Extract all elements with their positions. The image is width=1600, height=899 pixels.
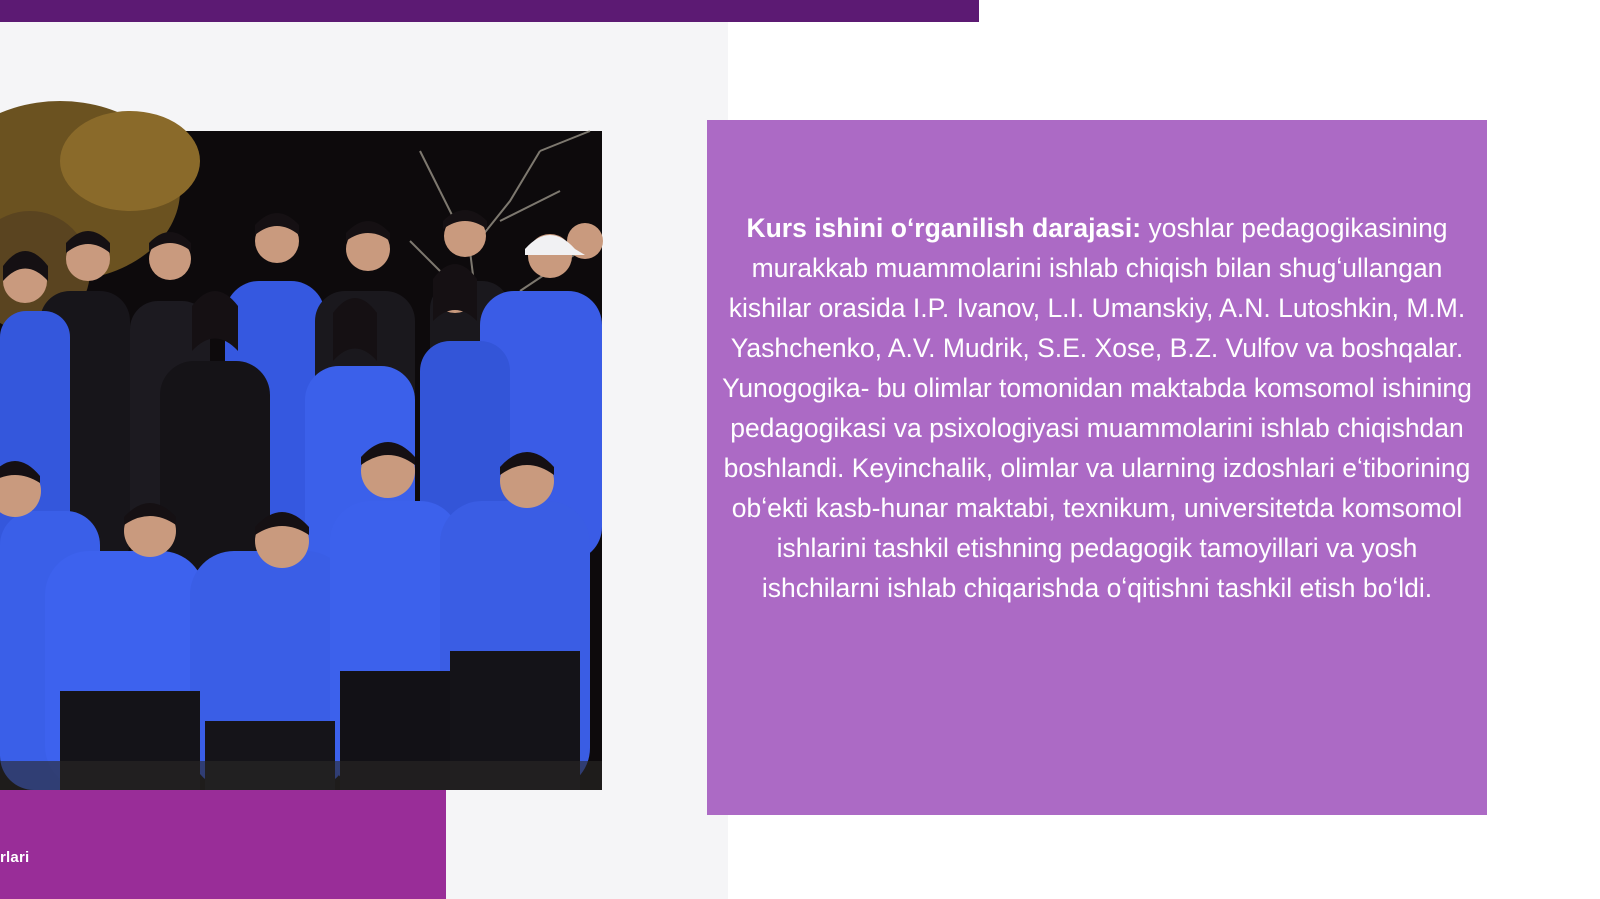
photo-caption: rlari [0,849,30,866]
text-box [707,120,1487,815]
group-photo [0,131,602,866]
bottom-accent-block [0,790,446,899]
lead-heading: Kurs ishini oʻrganilish darajasi: [746,213,1142,243]
group-photo-illustration [0,131,602,790]
top-accent-bar [0,0,979,22]
body-paragraph [721,208,1473,608]
body-text: yoshlar pedagogikasining murakkab muammolarini ishlab chiqish bilan shugʻullangan kishilar orasida I.P. Ivanov, L.I. Umanskiy, A.N. Lutoshkin, M.M. Yashchenko, A.V. Mudrik, S.E. Xose, B.Z. Vulfov va boshqalar. Yunogogika- bu olimlar tomonidan maktabda komsomol ishining pedagogikasi va psixologiyasi muammolarini ishlab chiqishdan boshlandi. Keyinchalik, olimlar va ularning izdoshlari eʻtiborining obʻekti kasb-hunar maktabi, texnikum, universitetda komsomol ishlarini tashkil etishning pedagogik tamoyillari va yosh ishchilarni ishlab chiqarishda oʻqitishni tashkil etish boʻldi. [722,213,1472,603]
